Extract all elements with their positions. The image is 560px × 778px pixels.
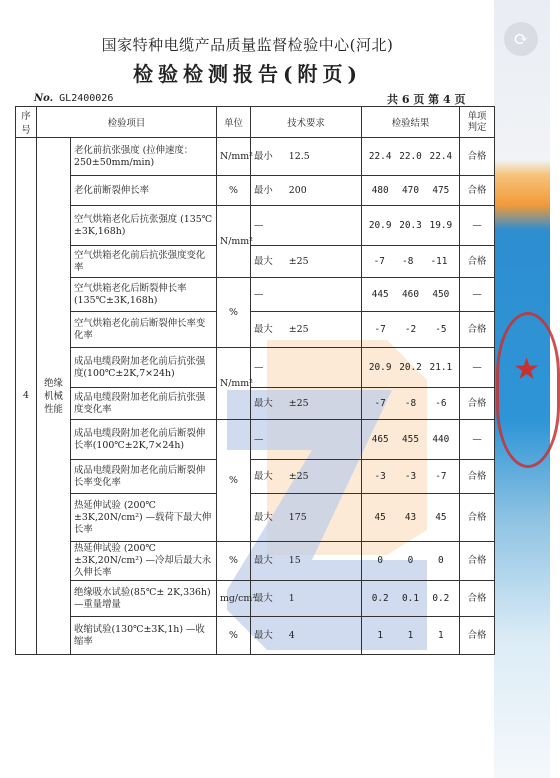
result-value: 470 — [402, 184, 419, 196]
result-cell — [362, 138, 460, 176]
result-value: 45 — [435, 511, 447, 523]
requirement-cell — [251, 278, 362, 312]
requirement-cell — [251, 246, 362, 278]
col-header-no: 序号 — [16, 107, 37, 138]
requirement-cell — [251, 206, 362, 246]
col-header-requirement: 技术要求 — [251, 107, 362, 138]
page-count: 共 6 页 第 4 页 — [387, 93, 466, 106]
test-item: 老化前断裂伸长率 — [71, 176, 217, 206]
result-value: 20.9 — [368, 361, 392, 373]
result-value: -6 — [435, 397, 447, 409]
table-row — [16, 494, 495, 542]
result-cell — [362, 420, 460, 460]
requirement-kind: 最大 — [254, 555, 273, 566]
unit-cell: % — [217, 176, 251, 206]
result-cell — [362, 348, 460, 388]
requirement-kind: 最大 — [254, 323, 273, 335]
result-cell — [362, 460, 460, 494]
verdict-cell: 合格 — [460, 138, 495, 176]
result-value: 20.9 — [368, 219, 392, 231]
result-value: 0 — [438, 555, 444, 566]
verdict-cell: — — [460, 278, 495, 312]
requirement-kind: 最大 — [254, 511, 273, 523]
unit-cell: % — [217, 278, 251, 348]
test-item: 空气烘箱老化前后断裂伸长率变化率 — [71, 312, 217, 348]
table-row — [16, 312, 495, 348]
verdict-cell: 合格 — [460, 617, 495, 655]
result-cell — [362, 617, 460, 655]
requirement-cell — [251, 138, 362, 176]
requirement-value: ±25 — [288, 323, 309, 335]
result-value: 465 — [371, 433, 389, 445]
requirement-cell — [251, 176, 362, 206]
test-item: 空气烘箱老化后断裂伸长率 (135℃±3K,168h) — [71, 278, 217, 312]
unit-cell: % — [217, 617, 251, 655]
result-value: 43 — [404, 511, 417, 523]
requirement-value: 1 — [288, 592, 295, 604]
col-header-verdict: 单项判定 — [460, 107, 495, 138]
col-header-unit: 单位 — [217, 107, 251, 138]
requirement-cell — [251, 617, 362, 655]
requirement-kind: 最大 — [254, 397, 273, 409]
table-row — [16, 542, 495, 581]
table-row — [16, 206, 495, 246]
requirement-value: 200 — [288, 184, 307, 196]
test-item: 空气烘箱老化前后抗张强度变化率 — [71, 246, 217, 278]
table-row — [16, 388, 495, 420]
verdict-cell: 合格 — [460, 176, 495, 206]
requirement-value: ±25 — [288, 255, 309, 267]
result-value: 0.2 — [432, 592, 450, 604]
requirement-cell — [251, 348, 362, 388]
table-row — [16, 176, 495, 206]
result-value: 22.0 — [399, 150, 422, 162]
result-value: 0.1 — [402, 592, 419, 604]
result-cell — [362, 206, 460, 246]
report-number-value: GL2400026 — [59, 93, 114, 104]
result-value: -7 — [374, 397, 386, 409]
requirement-kind: 最大 — [254, 629, 273, 641]
verdict-cell: 合格 — [460, 312, 495, 348]
result-value: 21.1 — [429, 361, 453, 373]
result-value: 0 — [377, 555, 383, 566]
verdict-cell: 合格 — [460, 460, 495, 494]
unit-cell: N/mm² — [217, 138, 251, 176]
requirement-cell — [251, 581, 362, 617]
table-header-row — [16, 107, 495, 138]
result-cell — [362, 176, 460, 206]
result-value: 460 — [402, 288, 419, 300]
result-cell — [362, 388, 460, 420]
table-row — [16, 460, 495, 494]
result-cell — [362, 494, 460, 542]
result-value: 480 — [371, 184, 389, 196]
unit-cell: mg/cm² — [217, 581, 251, 617]
test-item: 热延伸试验 (200℃±3K,20N/cm²) —冷却后最大永久伸长率 — [71, 542, 217, 581]
test-item: 收缩试验(130℃±3K,1h) —收缩率 — [71, 617, 217, 655]
requirement-cell — [251, 420, 362, 460]
result-value: -8 — [402, 255, 414, 267]
verdict-cell: 合格 — [460, 494, 495, 542]
result-value: 455 — [402, 433, 419, 445]
result-value: -7 — [435, 470, 447, 482]
result-value: 0.2 — [371, 592, 389, 604]
requirement-kind: — — [254, 361, 264, 373]
result-value: 1 — [377, 629, 383, 641]
requirement-kind: 最小 — [254, 184, 273, 196]
requirement-kind: 最大 — [254, 255, 273, 267]
result-value: 1 — [438, 629, 444, 641]
result-value: 19.9 — [429, 219, 453, 231]
result-value: 20.2 — [399, 361, 422, 373]
requirement-cell — [251, 312, 362, 348]
verdict-cell: 合格 — [460, 542, 495, 581]
requirement-kind: — — [254, 433, 264, 445]
requirement-cell — [251, 494, 362, 542]
result-value: -5 — [435, 323, 447, 335]
requirement-kind: — — [254, 288, 264, 300]
verdict-cell: — — [460, 206, 495, 246]
institution-title: 国家特种电缆产品质量监督检验中心(河北) — [101, 36, 394, 54]
verdict-cell: — — [460, 348, 495, 388]
result-value: 45 — [374, 511, 386, 523]
result-cell — [362, 246, 460, 278]
result-value: 0 — [407, 555, 414, 566]
result-value: 22.4 — [368, 150, 392, 162]
result-value: 450 — [432, 288, 450, 300]
requirement-value: 15 — [288, 555, 301, 566]
requirement-cell — [251, 542, 362, 581]
group-category: 绝缘机械性能 — [37, 138, 71, 655]
table-row — [16, 348, 495, 388]
requirement-kind: — — [254, 219, 264, 231]
requirement-kind: 最大 — [254, 592, 273, 604]
result-value: -11 — [430, 255, 448, 267]
unit-cell: N/mm² — [217, 206, 251, 278]
result-cell — [362, 312, 460, 348]
table-row — [16, 420, 495, 460]
table-row — [16, 138, 495, 176]
test-item: 空气烘箱老化后抗张强度 (135℃±3K,168h) — [71, 206, 217, 246]
col-header-item: 检验项目 — [37, 107, 217, 138]
test-item: 绝缘吸水试验(85℃± 2K,336h)—重量增量 — [71, 581, 217, 617]
result-value: -2 — [404, 323, 417, 335]
report-title: 检验检测报告(附页) — [133, 62, 362, 86]
result-value: -8 — [404, 397, 417, 409]
result-value: -7 — [374, 323, 386, 335]
report-number — [34, 93, 113, 104]
seal-star-icon: ★ — [513, 352, 540, 387]
group-number: 4 — [16, 138, 37, 655]
col-header-result: 检验结果 — [362, 107, 460, 138]
table-row — [16, 278, 495, 312]
result-value: -3 — [374, 470, 386, 482]
test-item: 热延伸试验 (200℃±3K,20N/cm²) —载荷下最大伸长率 — [71, 494, 217, 542]
test-item: 老化前抗张强度 (拉伸速度：250±50mm/min) — [71, 138, 217, 176]
requirement-cell — [251, 460, 362, 494]
requirement-value: ±25 — [288, 470, 309, 482]
result-value: 440 — [432, 433, 450, 445]
result-value: 445 — [371, 288, 389, 300]
unit-cell: N/mm² — [217, 348, 251, 420]
unit-cell: % — [217, 542, 251, 581]
result-value: -7 — [373, 255, 385, 267]
verdict-cell: 合格 — [460, 246, 495, 278]
test-item: 成品电缆段附加老化前后抗张强度变化率 — [71, 388, 217, 420]
test-item: 成品电缆段附加老化前后断裂伸长率(100℃±2K,7×24h) — [71, 420, 217, 460]
requirement-value: 12.5 — [288, 150, 310, 162]
logo-icon: ⟳ — [504, 22, 538, 56]
requirement-value: 175 — [288, 511, 307, 523]
report-number-prefix: No. — [34, 93, 54, 104]
verdict-cell: 合格 — [460, 388, 495, 420]
table-row — [16, 581, 495, 617]
requirement-kind: 最小 — [254, 150, 273, 162]
result-value: 475 — [432, 184, 450, 196]
requirement-value: ±25 — [288, 397, 309, 409]
table-row — [16, 617, 495, 655]
result-value: -3 — [404, 470, 417, 482]
verdict-cell: — — [460, 420, 495, 460]
test-item: 成品电缆段附加老化前后断裂伸长率变化率 — [71, 460, 217, 494]
table-row — [16, 246, 495, 278]
result-cell — [362, 278, 460, 312]
requirement-cell — [251, 388, 362, 420]
result-value: 22.4 — [429, 150, 453, 162]
result-value: 20.3 — [399, 219, 422, 231]
test-results-table — [15, 106, 495, 655]
red-seal-stamp — [496, 312, 560, 468]
test-item: 成品电缆段附加老化前后抗张强度(100℃±2K,7×24h) — [71, 348, 217, 388]
result-cell — [362, 581, 460, 617]
result-cell — [362, 542, 460, 581]
requirement-kind: 最大 — [254, 470, 273, 482]
unit-cell: % — [217, 420, 251, 542]
result-value: 1 — [407, 629, 414, 641]
verdict-cell: 合格 — [460, 581, 495, 617]
requirement-value: 4 — [288, 629, 295, 641]
